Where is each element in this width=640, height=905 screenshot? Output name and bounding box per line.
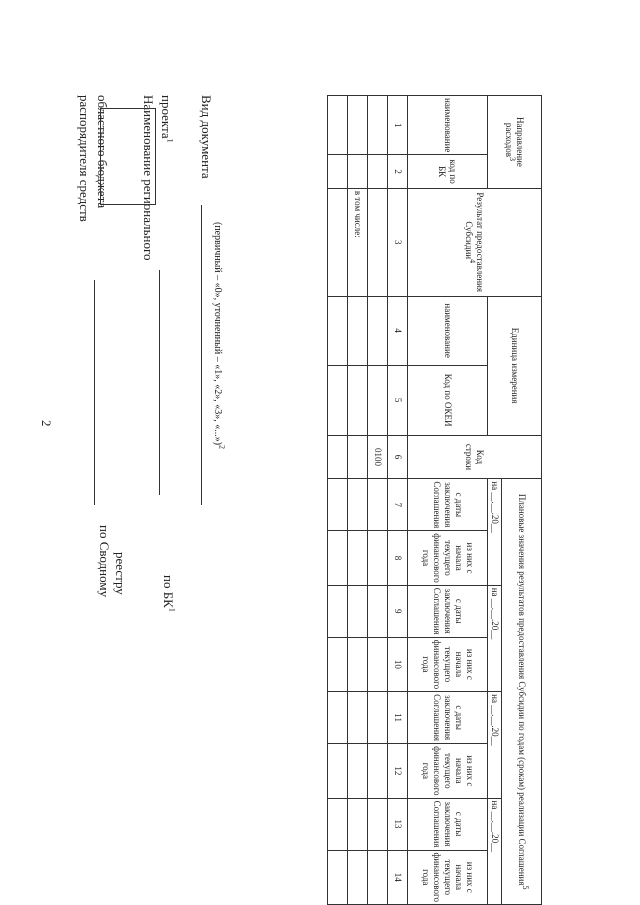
direction-header: Направление расходов$^3$ (488, 96, 542, 189)
na-date-3: на __.__.20__ (488, 692, 502, 798)
col-num-11: 11 (388, 692, 408, 744)
col-num-10: 10 (388, 637, 408, 691)
svod-line2: реестру (113, 552, 128, 595)
kod-stroki-header: Код строки (408, 435, 542, 479)
na-date-1: на __.__.20__ (488, 479, 502, 585)
col-num-6: 6 (388, 435, 408, 479)
since-agreement-3: с даты заключения Соглашения (408, 692, 488, 744)
col-num-14: 14 (388, 850, 408, 904)
doc-type-hint: (первичный – «0», уточненный – «1», «2», «3», «...»)$^2$ (212, 222, 227, 450)
naim-unit: наименование (408, 296, 488, 365)
col-num-2: 2 (388, 155, 408, 188)
row2-c2 (348, 155, 368, 188)
kod-okei: Код по ОКЕИ (408, 365, 488, 435)
distributor-line1: распорядителя средств (77, 95, 92, 222)
distributor-underline (94, 280, 95, 505)
svod-line1: по Сводному (97, 525, 112, 598)
col-num-8: 8 (388, 531, 408, 585)
since-agreement-4: с даты заключения Соглашения (408, 798, 488, 850)
row1-c3 (368, 188, 388, 296)
col-num-9: 9 (388, 585, 408, 637)
project-line2: проекта$^1$ (159, 95, 175, 143)
plan-header: Плановые значения результатов предоставления Субсидии по годам (срокам) реализации Соглашения$^5$ (502, 479, 542, 905)
distributor-line2: областного бюджета (95, 95, 110, 209)
na-date-4: на __.__.20__ (488, 798, 502, 904)
col-num-4: 4 (388, 296, 408, 365)
bk-label: по $БК^1$ (161, 575, 177, 612)
result-header: Результат предоставления Субсидии$^4$ (408, 188, 542, 296)
row1-c2 (368, 155, 388, 188)
project-line1: Наименование регионального (141, 95, 156, 261)
doc-type-label: Вид документа (199, 95, 214, 179)
code-box (100, 108, 156, 205)
row1-c4 (368, 296, 388, 365)
row2-c1 (348, 96, 368, 155)
kod-bk: код по БК (408, 155, 488, 188)
project-underline (159, 270, 160, 495)
col-num-3: 3 (388, 188, 408, 296)
row1-c5 (368, 365, 388, 435)
na-date-2: на __.__.20__ (488, 585, 502, 691)
doc-type-underline (201, 205, 202, 505)
naim-direction: наименование (408, 96, 488, 155)
col-num-1: 1 (388, 96, 408, 155)
since-year-1: из них с начала текущего финансового года (408, 531, 488, 585)
including-label: в том числе: (348, 188, 368, 296)
page-number: 2 (39, 420, 54, 427)
col-num-5: 5 (388, 365, 408, 435)
unit-header: Единица измерения (488, 296, 542, 435)
col-num-12: 12 (388, 744, 408, 798)
since-agreement-2: с даты заключения Соглашения (408, 585, 488, 637)
col-num-7: 7 (388, 479, 408, 531)
row-code-0100: 0100 (368, 435, 388, 479)
since-year-2: из них с начала текущего финансового года (408, 637, 488, 691)
since-year-3: из них с начала текущего финансового года (408, 744, 488, 798)
row1-c1 (368, 96, 388, 155)
since-year-4: из них с начала текущего финансового года (408, 850, 488, 904)
col-num-13: 13 (388, 798, 408, 850)
since-agreement-1: с даты заключения Соглашения (408, 479, 488, 531)
results-table (327, 95, 542, 905)
